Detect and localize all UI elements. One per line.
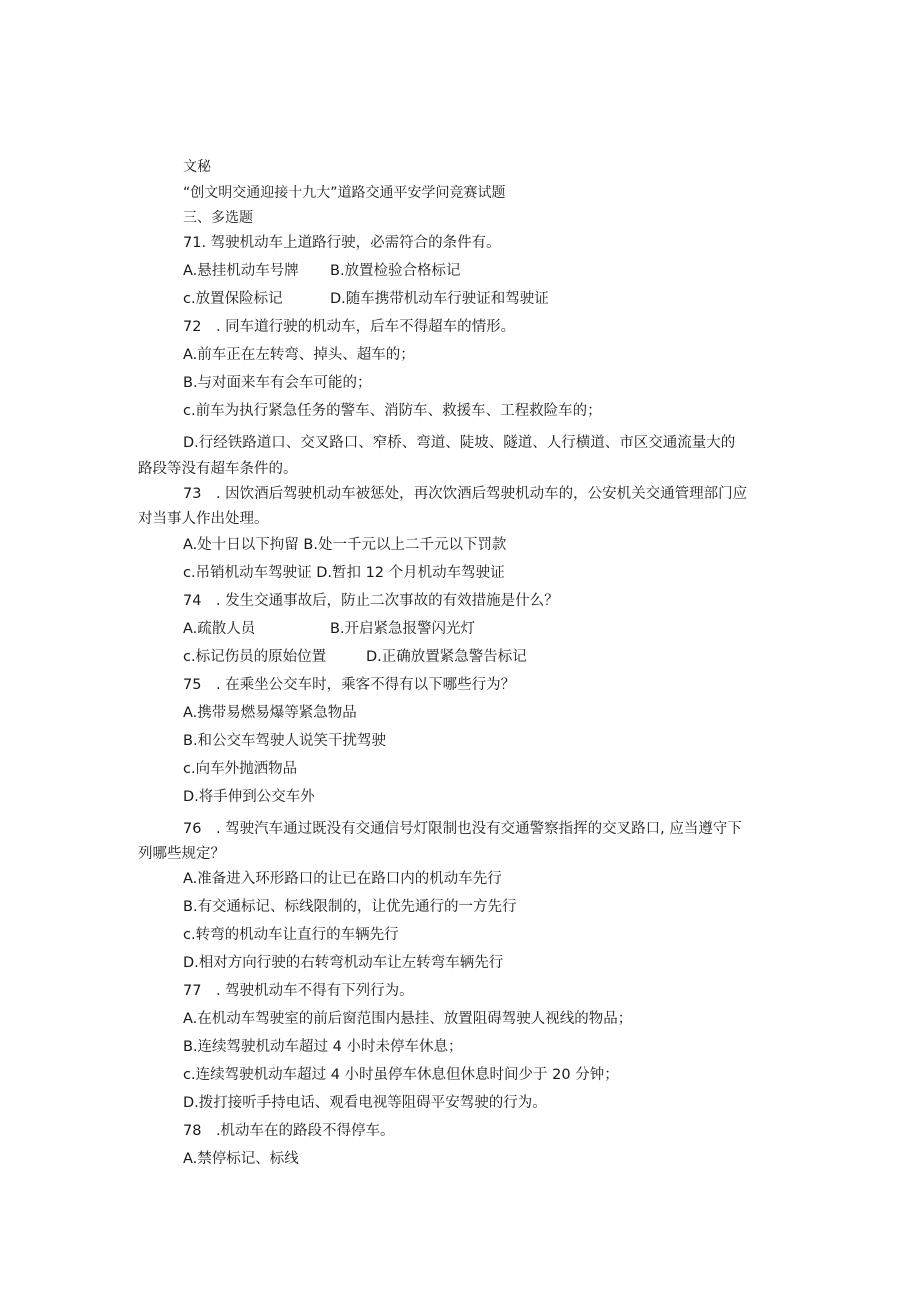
q77-option-c: c.连续驾驶机动车超过 4 小时虽停车休息但休息时间少于 20 分钟； (183, 1067, 619, 1083)
q71-option-a: A.悬挂机动车号牌 (183, 263, 299, 279)
question-74-stem: 74 . 发生交通事故后，防止二次事故的有效措施是什么？ (183, 593, 559, 609)
q77-option-d: D.拨打接听手持电话、观看电视等阻碍平安驾驶的行为。 (183, 1095, 547, 1111)
question-76-stem: 76 . 驾驶汽车通过既没有交通信号灯限制也没有交通警察指挥的交叉路口, 应当遵守下 (183, 821, 742, 837)
question-72-stem: 72 . 同车道行驶的机动车，后车不得超车的情形。 (183, 319, 516, 335)
q76-option-b: B.有交通标记、标线限制的，让优先通行的一方先行 (183, 899, 517, 915)
q74-option-d: D.正确放置紧急警告标记 (366, 649, 527, 665)
q72-option-d-cont: 路段等没有超车条件的。 (138, 461, 298, 477)
q78-option-a: A.禁停标记、标线 (183, 1151, 299, 1167)
question-73-stem: 73 . 因饮酒后驾驶机动车被惩处，再次饮酒后驾驶机动车的，公安机关交通管理部门应 (183, 486, 748, 502)
q73-options-ab: A.处十日以下拘留 B.处一千元以上二千元以下罚款 (183, 537, 507, 553)
q74-option-b: B.开启紧急报警闪光灯 (330, 621, 476, 637)
question-77-stem: 77 . 驾驶机动车不得有下列行为。 (183, 983, 414, 999)
q72-option-b: B.与对面来车有会车可能的； (183, 375, 372, 391)
q74-option-c: c.标记伤员的原始位置 (183, 649, 327, 665)
q75-option-a: A.携带易燃易爆等紧急物品 (183, 705, 357, 721)
section-heading: 三、多选题 (183, 210, 253, 226)
q76-option-d: D.相对方向行驶的右转弯机动车让左转弯车辆先行 (183, 955, 504, 971)
q72-option-c: c.前车为执行紧急任务的警车、消防车、救援车、工程救险车的； (183, 403, 602, 419)
q73-options-cd: c.吊销机动车驾驶证 D.暂扣 12 个月机动车驾驶证 (183, 565, 505, 581)
question-78-stem: 78 .机动车在的路段不得停车。 (183, 1123, 395, 1139)
q76-option-a: A.准备进入环形路口的让已在路口内的机动车先行 (183, 871, 502, 887)
question-73-stem-cont: 对当事人作出处理。 (138, 511, 269, 527)
doc-category: 文秘 (183, 159, 211, 175)
q71-option-b: B.放置检验合格标记 (330, 263, 461, 279)
q72-option-a: A.前车正在左转弯、掉头、超车的； (183, 347, 415, 363)
q71-option-c: c.放置保险标记 (183, 291, 283, 307)
q76-option-c: c.转弯的机动车让直行的车辆先行 (183, 927, 399, 943)
question-75-stem: 75 . 在乘坐公交车时，乘客不得有以下哪些行为？ (183, 677, 516, 693)
q72-option-d: D.行经铁路道口、交叉路口、窄桥、弯道、陡坡、隧道、人行横道、市区交通流量大的 (183, 435, 736, 451)
question-76-stem-cont: 列哪些规定？ (138, 846, 225, 862)
doc-title: “创文明交通迎接十九大”道路交通平安学问竞赛试题 (183, 185, 506, 201)
q75-option-d: D.将手伸到公交车外 (183, 789, 315, 805)
q77-option-b: B.连续驾驶机动车超过 4 小时未停车休息； (183, 1039, 463, 1055)
q75-option-c: c.向车外抛洒物品 (183, 761, 298, 777)
question-71-stem: 71. 驾驶机动车上道路行驶，必需符合的条件有。 (183, 235, 501, 251)
q77-option-a: A.在机动车驾驶室的前后窗范围内悬挂、放置阻碍驾驶人视线的物品； (183, 1011, 633, 1027)
q75-option-b: B.和公交车驾驶人说笑干扰驾驶 (183, 733, 387, 749)
q74-option-a: A.疏散人员 (183, 621, 256, 637)
q71-option-d: D.随车携带机动车行驶证和驾驶证 (330, 291, 549, 307)
